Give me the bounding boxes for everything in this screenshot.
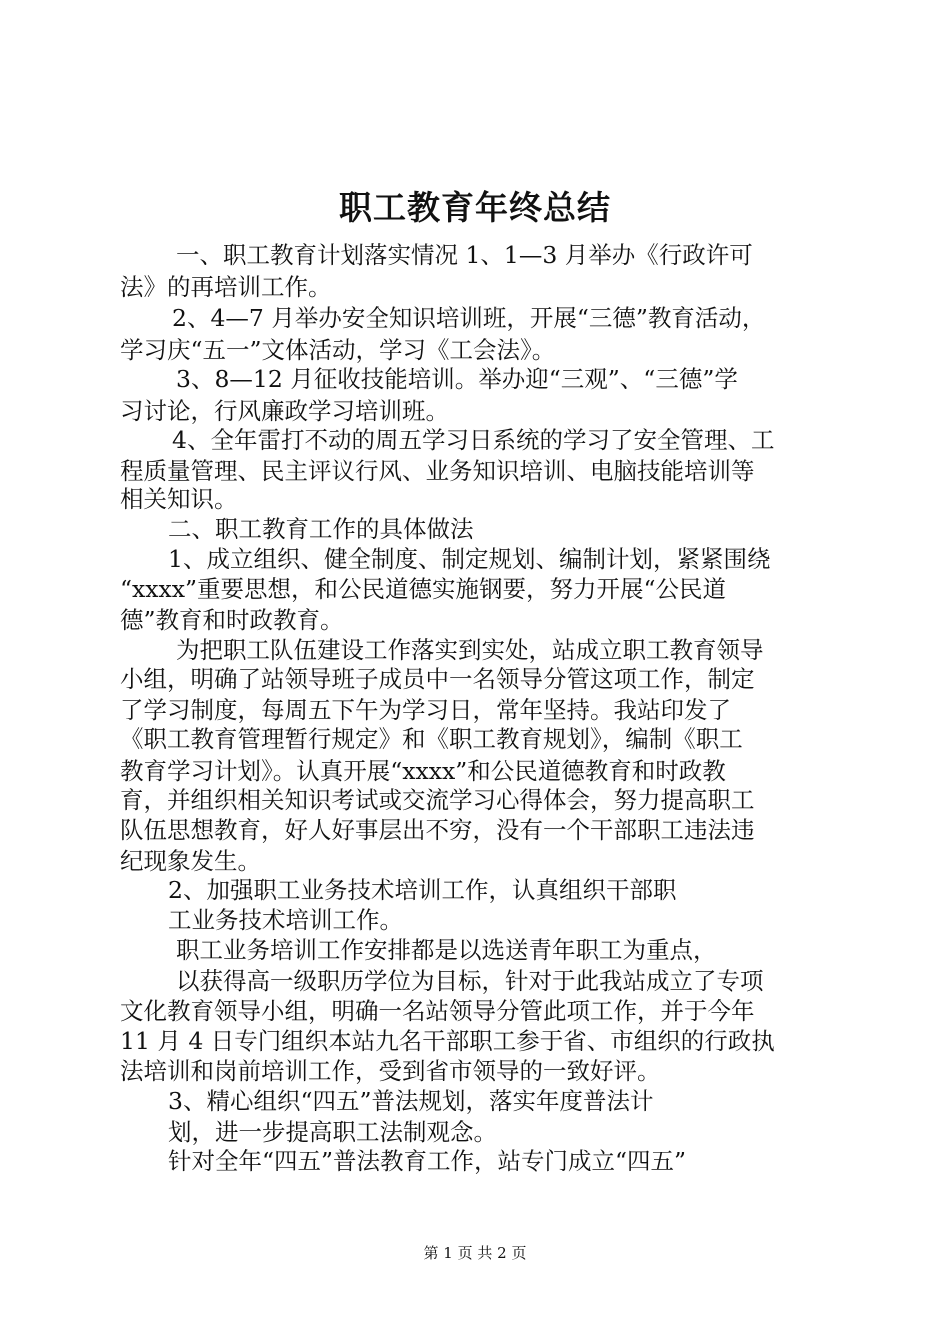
text-line: 队伍思想教育，好人好事层出不穷，没有一个干部职工违法违 (120, 816, 755, 844)
text-line: 育，并组织相关知识考试或交流学习心得体会，努力提高职工 (120, 786, 755, 814)
text-line: 以获得高一级职历学位为目标，针对于此我站成立了专项 (176, 967, 764, 995)
text-line: 文化教育领导小组，明确一名站领导分管此项工作，并于今年 (120, 997, 755, 1025)
text-line: 纪现象发生。 (120, 847, 261, 875)
text-line: 3、8—12 月征收技能培训。举办迎“三观”、“三德”学 (176, 365, 738, 393)
text-line: 法》的再培训工作。 (120, 273, 332, 301)
text-line: 11 月 4 日专门组织本站九名干部职工参于省、市组织的行政执 (120, 1027, 775, 1055)
text-line: 3、精心组织“四五”普法规划，落实年度普法计 (168, 1087, 654, 1115)
text-line: 4、全年雷打不动的周五学习日系统的学习了安全管理、工 (172, 426, 775, 454)
text-line: 教育学习计划》。认真开展“xxxx”和公民道德教育和时政教 (120, 757, 726, 785)
text-line: 法培训和岗前培训工作，受到省市领导的一致好评。 (120, 1057, 661, 1085)
text-line: 学习庆“五一”文体活动，学习《工会法》。 (120, 336, 556, 364)
document-title: 职工教育年终总结 (339, 188, 611, 227)
page-footer: 第 1 页 共 2 页 (423, 1244, 527, 1262)
text-line: 为把职工队伍建设工作落实到实处，站成立职工教育领导 (176, 636, 764, 664)
text-line: 划，进一步提高职工法制观念。 (168, 1118, 497, 1146)
text-line: 一、职工教育计划落实情况 1、1—3 月举办《行政许可 (176, 241, 753, 269)
text-line: 程质量管理、民主评议行风、业务知识培训、电脑技能培训等 (120, 457, 755, 485)
text-line: “xxxx”重要思想，和公民道德实施钢要，努力开展“公民道 (120, 575, 727, 603)
text-line: 相关知识。 (120, 485, 238, 513)
text-line: 针对全年“四五”普法教育工作，站专门成立“四五” (168, 1147, 687, 1175)
text-line: 德”教育和时政教育。 (120, 606, 344, 634)
section-heading: 二、职工教育工作的具体做法 (168, 515, 474, 543)
text-line: 职工业务培训工作安排都是以选送青年职工为重点， (176, 936, 717, 964)
text-line: 1、成立组织、健全制度、制定规划、编制计划，紧紧围绕 (168, 545, 771, 573)
text-line: 2、4—7 月举办安全知识培训班，开展“三德”教育活动， (172, 304, 766, 332)
text-line: 工业务技术培训工作。 (168, 906, 403, 934)
text-line: 《职工教育管理暂行规定》和《职工教育规划》，编制《职工 (120, 725, 743, 753)
text-line: 小组，明确了站领导班子成员中一名领导分管这项工作，制定 (120, 665, 755, 693)
text-line: 2、加强职工业务技术培训工作，认真组织干部职 (168, 876, 677, 904)
text-line: 习讨论，行风廉政学习培训班。 (120, 397, 449, 425)
text-line: 了学习制度，每周五下午为学习日，常年坚持。我站印发了 (120, 696, 731, 724)
